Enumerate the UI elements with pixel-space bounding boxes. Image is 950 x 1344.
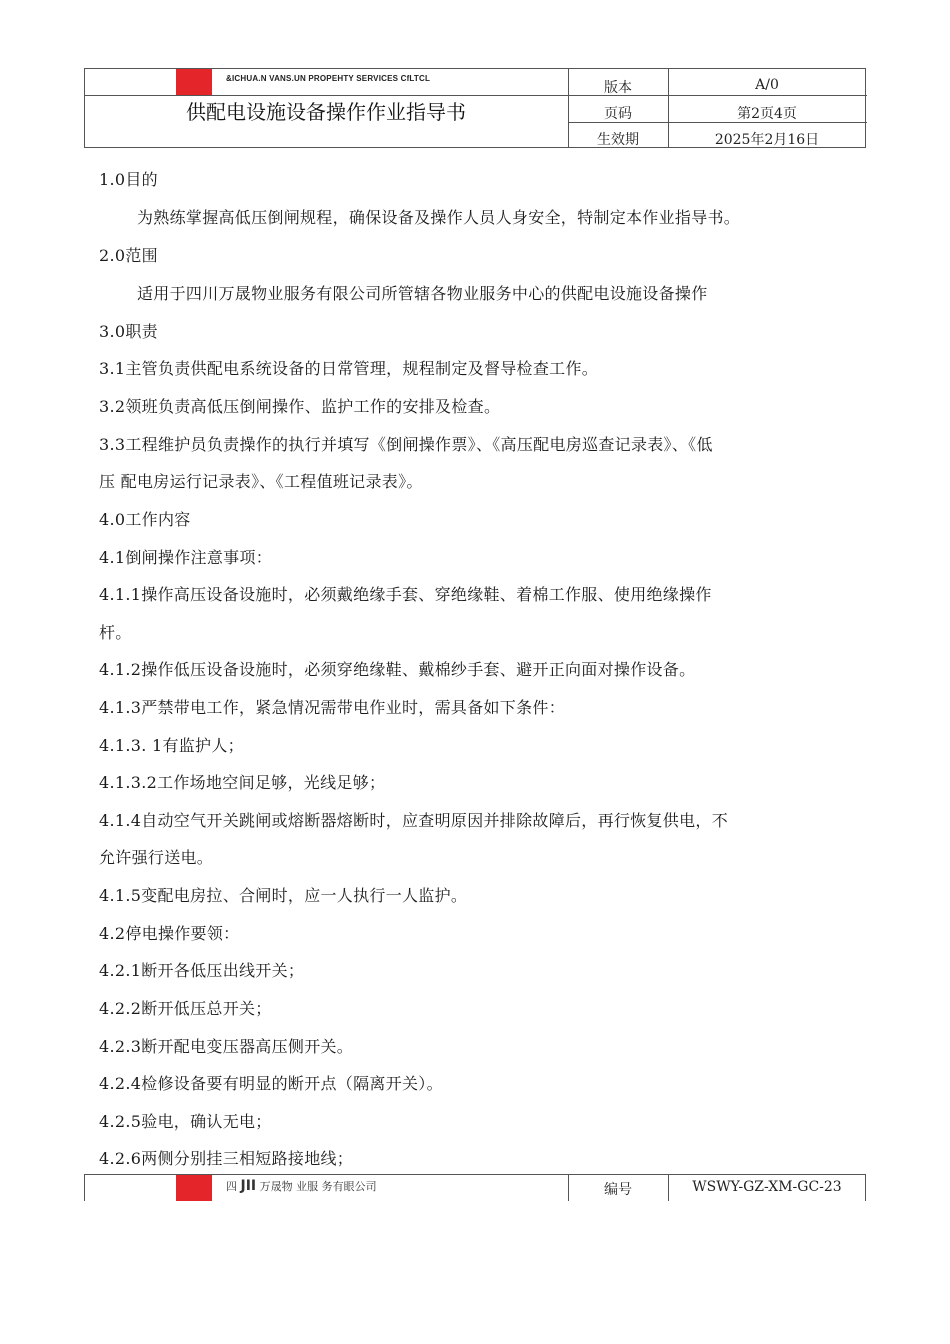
paragraph-line: 为熟练掌握高低压倒闸规程，确保设备及操作人员人身安全，特制定本作业指导书。 — [137, 208, 741, 227]
footer-company-part: JII — [240, 1178, 257, 1194]
page-label: 页码 — [604, 106, 632, 122]
paragraph-line: 4.1.2操作低压设备设施时，必须穿绝缘鞋、戴棉纱手套、避开正向面对操作设备。 — [99, 660, 696, 679]
footer-company-name — [226, 1178, 377, 1194]
paragraph-line: 4.1.3严禁带电工作，紧急情况需带电作业时，需具备如下条件： — [99, 698, 566, 717]
paragraph-line: 4.2.6两侧分别挂三相短路接地线； — [99, 1149, 354, 1168]
paragraph-line: 适用于四川万晟物业服务有限公司所管辖各物业服务中心的供配电设施设备操作 — [137, 284, 708, 303]
version-label: 版本 — [604, 80, 632, 96]
footer-company-part: 四 — [226, 1180, 241, 1193]
company-logo-block — [176, 69, 212, 95]
paragraph-line: 4.2.1断开各低压出线开关； — [99, 961, 305, 980]
paragraph-line: 4.2.4检修设备要有明显的断开点（隔离开关）。 — [99, 1074, 443, 1093]
document-code-label: 编号 — [604, 1182, 632, 1198]
paragraph-line: 4.1.5变配电房拉、合闸时，应一人执行一人监护。 — [99, 886, 468, 905]
paragraph-line: 4.2.3断开配电变压器高压侧开关。 — [99, 1037, 354, 1056]
paragraph-line: 3.3工程维护员负责操作的执行并填写《倒闸操作票》、《高压配电房巡查记录表》、《低 — [99, 435, 713, 454]
section-heading: 2.0范围 — [99, 246, 158, 265]
paragraph-line: 4.1.1操作高压设备设施时，必须戴绝缘手套、穿绝缘鞋、着棉工作服、使用绝缘操作 — [99, 585, 712, 604]
paragraph-line: 允许强行送电。 — [99, 848, 214, 867]
company-english-name: &ICHUA.N VANS.UN PROPEHTY SERVICES CfLTCL — [226, 74, 431, 83]
paragraph-line: 4.1.3. 1有监护人； — [99, 736, 244, 755]
document-code-value: WSWY-GZ-XM-GC-23 — [692, 1179, 842, 1195]
paragraph-line: 4.1.3.2工作场地空间足够，光线足够； — [99, 773, 386, 792]
page-value: 第2页4页 — [737, 106, 797, 122]
paragraph-line: 4.2.5验电，确认无电； — [99, 1112, 272, 1131]
effective-date-value: 2025年2月16日 — [714, 132, 820, 148]
paragraph-line: 4.2.2断开低压总开关； — [99, 999, 272, 1018]
document-title: 供配电设施设备操作作业指导书 — [186, 100, 466, 124]
subsection-heading: 4.2停电操作要领： — [99, 924, 240, 943]
paragraph-line: 杆。 — [99, 623, 132, 642]
paragraph-line: 4.1.4自动空气开关跳闸或熔断器熔断时，应查明原因并排除故障后，再行恢复供电，不 — [99, 811, 729, 830]
footer-logo-block — [176, 1175, 212, 1201]
paragraph-line: 3.2领班负责高低压倒闸操作、监护工作的安排及检查。 — [99, 397, 501, 416]
footer-company-part: 万晟物 业服 务有眼公司 — [256, 1180, 377, 1193]
section-heading: 3.0职责 — [99, 322, 158, 341]
section-heading: 1.0目的 — [99, 170, 158, 189]
paragraph-line: 压 配电房运行记录表》、《工程值班记录表》。 — [99, 472, 423, 491]
version-value: A/0 — [755, 77, 779, 93]
effective-date-label: 生效期 — [597, 132, 639, 148]
subsection-heading: 4.1倒闸操作注意事项： — [99, 548, 273, 567]
section-heading: 4.0工作内容 — [99, 510, 191, 529]
paragraph-line: 3.1主管负责供配电系统设备的日常管理，规程制定及督导检查工作。 — [99, 359, 599, 378]
